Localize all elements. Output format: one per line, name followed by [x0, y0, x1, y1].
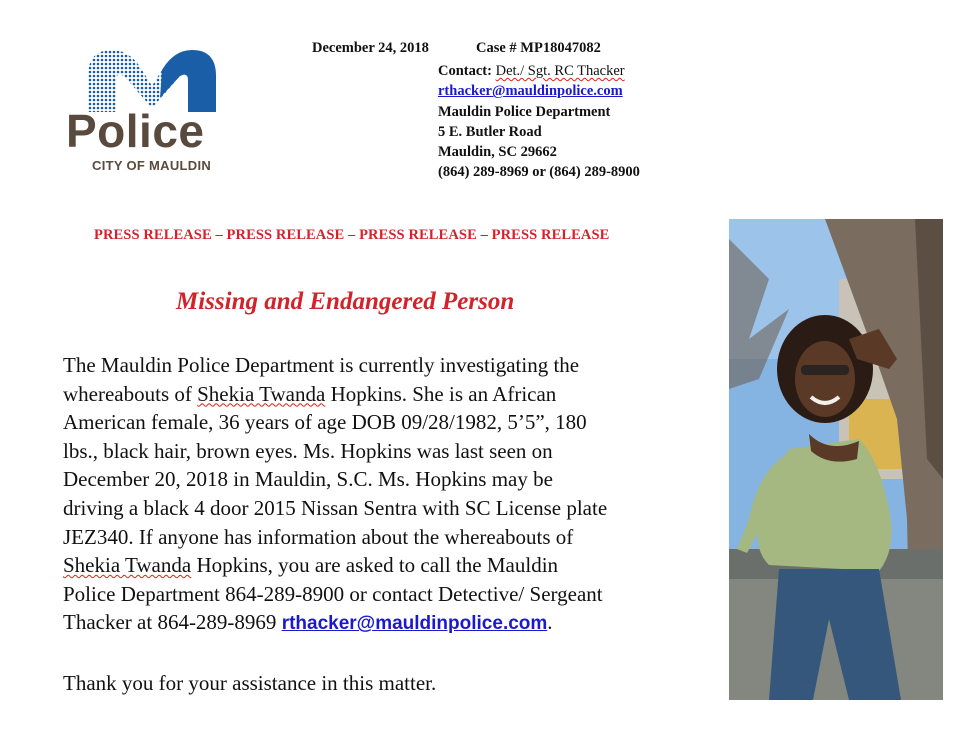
body-line: The Mauldin Police Department is currently investigating the: [63, 353, 580, 377]
case-number: Case # MP18047082: [476, 40, 601, 56]
street-address: 5 E. Butler Road: [438, 123, 542, 140]
body-line: JEZ340. If anyone has information about the whereabouts of: [63, 524, 574, 549]
logo-police-word: Police: [66, 105, 205, 157]
logo-city-name: CITY OF MAULDIN: [92, 158, 212, 173]
press-release-banner: PRESS RELEASE – PRESS RELEASE – PRESS RELEASE – PRESS RELEASE: [94, 227, 610, 243]
person-name: Shekia Twanda: [197, 381, 326, 406]
body-line: American female, 36 years of age DOB 09/28/1982, 5’5”, 180: [63, 410, 587, 435]
body-line: driving a black 4 door 2015 Nissan Sentra with SC License plate: [63, 495, 608, 520]
contact-email-link[interactable]: rthacker@mauldinpolice.com: [438, 83, 623, 100]
contact-block: [438, 61, 640, 183]
body-line: December 20, 2018 in Mauldin, S.C. Ms. Hopkins may be: [63, 467, 553, 492]
body-line: [63, 380, 703, 409]
missing-person-photo: [729, 219, 943, 700]
body-line: [63, 551, 703, 580]
phone-numbers: (864) 289-8969 or (864) 289-8900: [438, 164, 640, 181]
department-name: Mauldin Police Department: [438, 103, 611, 120]
body-text-span: .: [547, 610, 553, 635]
body-email-link[interactable]: rthacker@mauldinpolice.com: [281, 613, 548, 635]
thanks-line: Thank you for your assistance in this matter.: [63, 671, 437, 695]
release-body: [63, 351, 703, 639]
headline: Missing and Endangered Person: [176, 288, 515, 315]
contact-name: Det./ Sgt. RC Thacker: [495, 63, 625, 79]
body-text-span: whereabouts of: [63, 381, 198, 406]
contact-label: Contact:: [438, 63, 492, 79]
body-line: lbs., black hair, brown eyes. Ms. Hopkins was last seen on: [63, 438, 553, 463]
police-logo: [60, 46, 240, 176]
release-date: December 24, 2018: [312, 40, 429, 56]
body-line: [63, 608, 703, 639]
person-photo-image: [729, 219, 943, 700]
body-text-span: Hopkins. She is an African: [325, 381, 557, 406]
body-text-span: Thacker at 864-289-8969: [63, 610, 282, 635]
body-text-span: Hopkins, you are asked to call the Mauldin: [191, 553, 559, 578]
body-line: Police Department 864-289-8900 or contact Detective/ Sergeant: [63, 581, 603, 606]
city-state-zip: Mauldin, SC 29662: [438, 144, 557, 161]
person-name: Shekia Twanda: [63, 553, 192, 578]
